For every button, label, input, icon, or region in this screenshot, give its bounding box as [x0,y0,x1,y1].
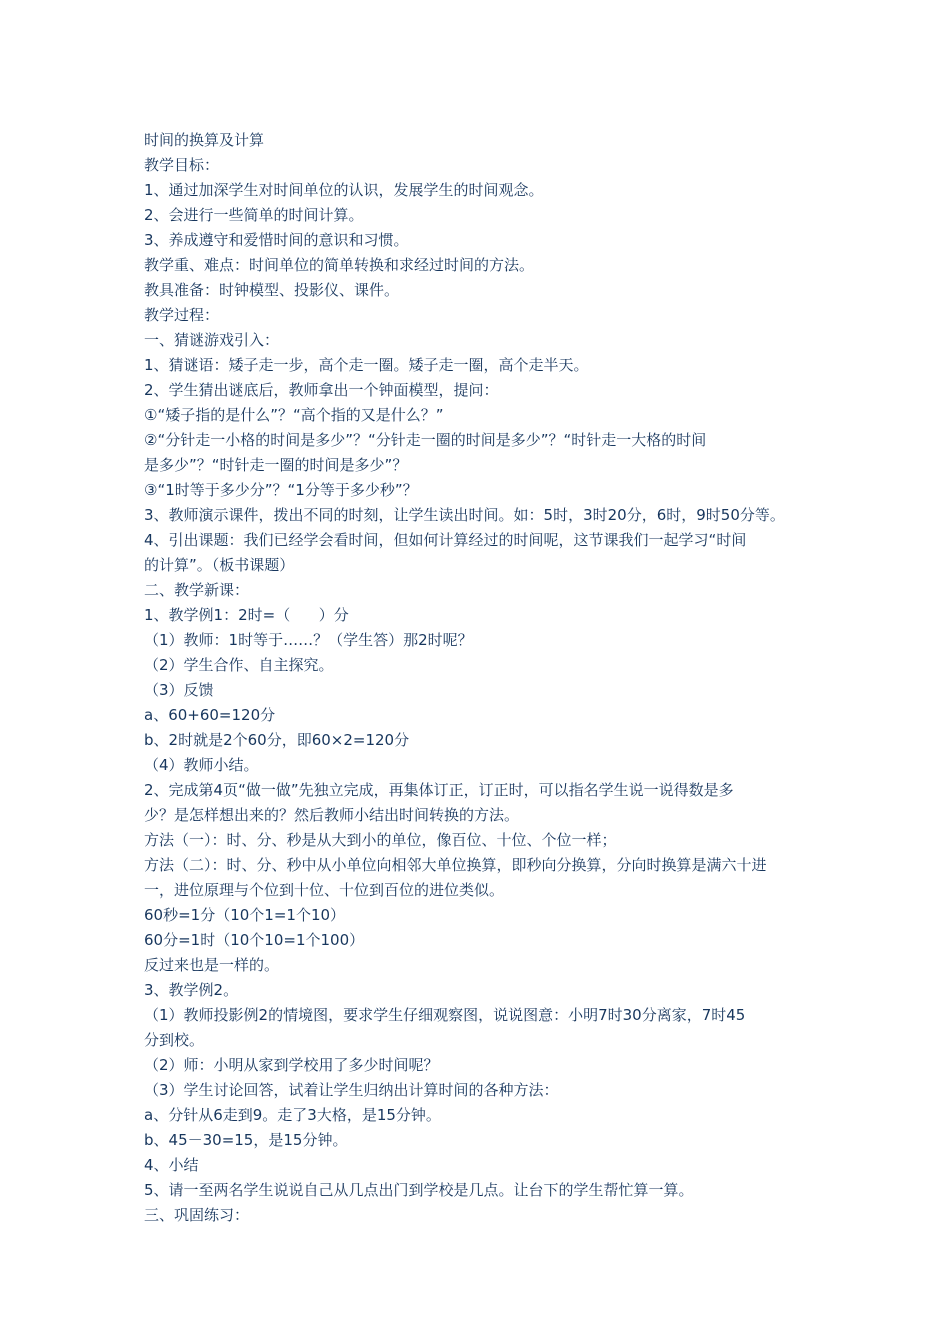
text-line: 5、请一至两名学生说说自己从几点出门到学校是几点。让台下的学生帮忙算一算。 [144,1181,694,1199]
text-line: 3、教师演示课件，拨出不同的时刻，让学生读出时间。如：5时，3时20分，6时，9时50分等。 [144,506,785,524]
text-line: （2）师：小明从家到学校用了多少时间呢？ [144,1056,439,1074]
text-line: 方法（一）：时、分、秒是从大到小的单位，像百位、十位、个位一样； [144,831,617,849]
text-line: 的计算”。（板书课题） [144,556,295,574]
text-line: 4、小结 [144,1156,199,1174]
text-line: ③“1时等于多少分”？“1分等于多少秒”？ [144,481,418,499]
text-line: （1）教师投影例2的情境图，要求学生仔细观察图，说说图意：小明7时30分离家，7时45 [144,1006,746,1024]
text-line: 教学重、难点：时间单位的简单转换和求经过时间的方法。 [144,256,535,274]
text-line: （3）学生讨论回答，试着让学生归纳出计算时间的各种方法： [144,1081,559,1099]
text-line: 2、会进行一些简单的时间计算。 [144,206,364,224]
text-line: b、45－30=15，是15分钟。 [144,1131,348,1149]
text-line: 4、引出课题：我们已经学会看时间，但如何计算经过的时间呢，这节课我们一起学习“时间 [144,531,747,549]
text-line: a、分针从6走到9。走了3大格，是15分钟。 [144,1106,441,1124]
document-body [144,128,816,1228]
text-line: 60秒=1分（10个1=1个10） [144,906,346,924]
text-line: 3、养成遵守和爱惜时间的意识和习惯。 [144,231,409,249]
text-line: （2）学生合作、自主探究。 [144,656,334,674]
text-line: 60分=1时（10个10=1个100） [144,931,365,949]
text-line: 三、巩固练习： [144,1206,250,1224]
text-line: 二、教学新课： [144,581,250,599]
text-line: 1、猜谜语：矮子走一步，高个走一圈。矮子走一圈，高个走半天。 [144,356,589,374]
text-line: 教学过程： [144,306,220,324]
text-line: 是多少”？“时针走一圈的时间是多少”？ [144,456,408,474]
text-line: ①“矮子指的是什么”？“高个指的又是什么？” [144,406,444,424]
text-line: 2、学生猜出谜底后，教师拿出一个钟面模型，提问： [144,381,499,399]
text-line: 方法（二）：时、分、秒中从小单位向相邻大单位换算，即秒向分换算，分向时换算是满六十进 [144,856,767,874]
text-line: （1）教师：1时等于……？（学生答）那2时呢？ [144,631,473,649]
text-line: 教学目标： [144,156,220,174]
text-line: 反过来也是一样的。 [144,956,280,974]
text-line: 一，进位原理与个位到十位、十位到百位的进位类似。 [144,881,505,899]
text-line: 2、完成第4页“做一做”先独立完成，再集体订正，订正时，可以指名学生说一说得数是多 [144,781,734,799]
text-line: 分到校。 [144,1031,205,1049]
text-line: 一、猜谜游戏引入： [144,331,280,349]
text-line: b、2时就是2个60分，即60×2=120分 [144,731,410,749]
text-line: 少？是怎样想出来的？然后教师小结出时间转换的方法。 [144,806,520,824]
text-line: 1、通过加深学生对时间单位的认识，发展学生的时间观念。 [144,181,544,199]
text-line: a、60+60=120分 [144,706,276,724]
text-line: （3）反馈 [144,681,214,699]
text-line: （4）教师小结。 [144,756,259,774]
text-line: 3、教学例2。 [144,981,239,999]
text-line: 教具准备：时钟模型、投影仪、课件。 [144,281,400,299]
text-line: 1、教学例1：2时=（ ）分 [144,606,349,624]
document-title: 时间的换算及计算 [144,131,265,149]
text-line: ②“分针走一小格的时间是多少”？“分针走一圈的时间是多少”？“时针走一大格的时间 [144,431,707,449]
